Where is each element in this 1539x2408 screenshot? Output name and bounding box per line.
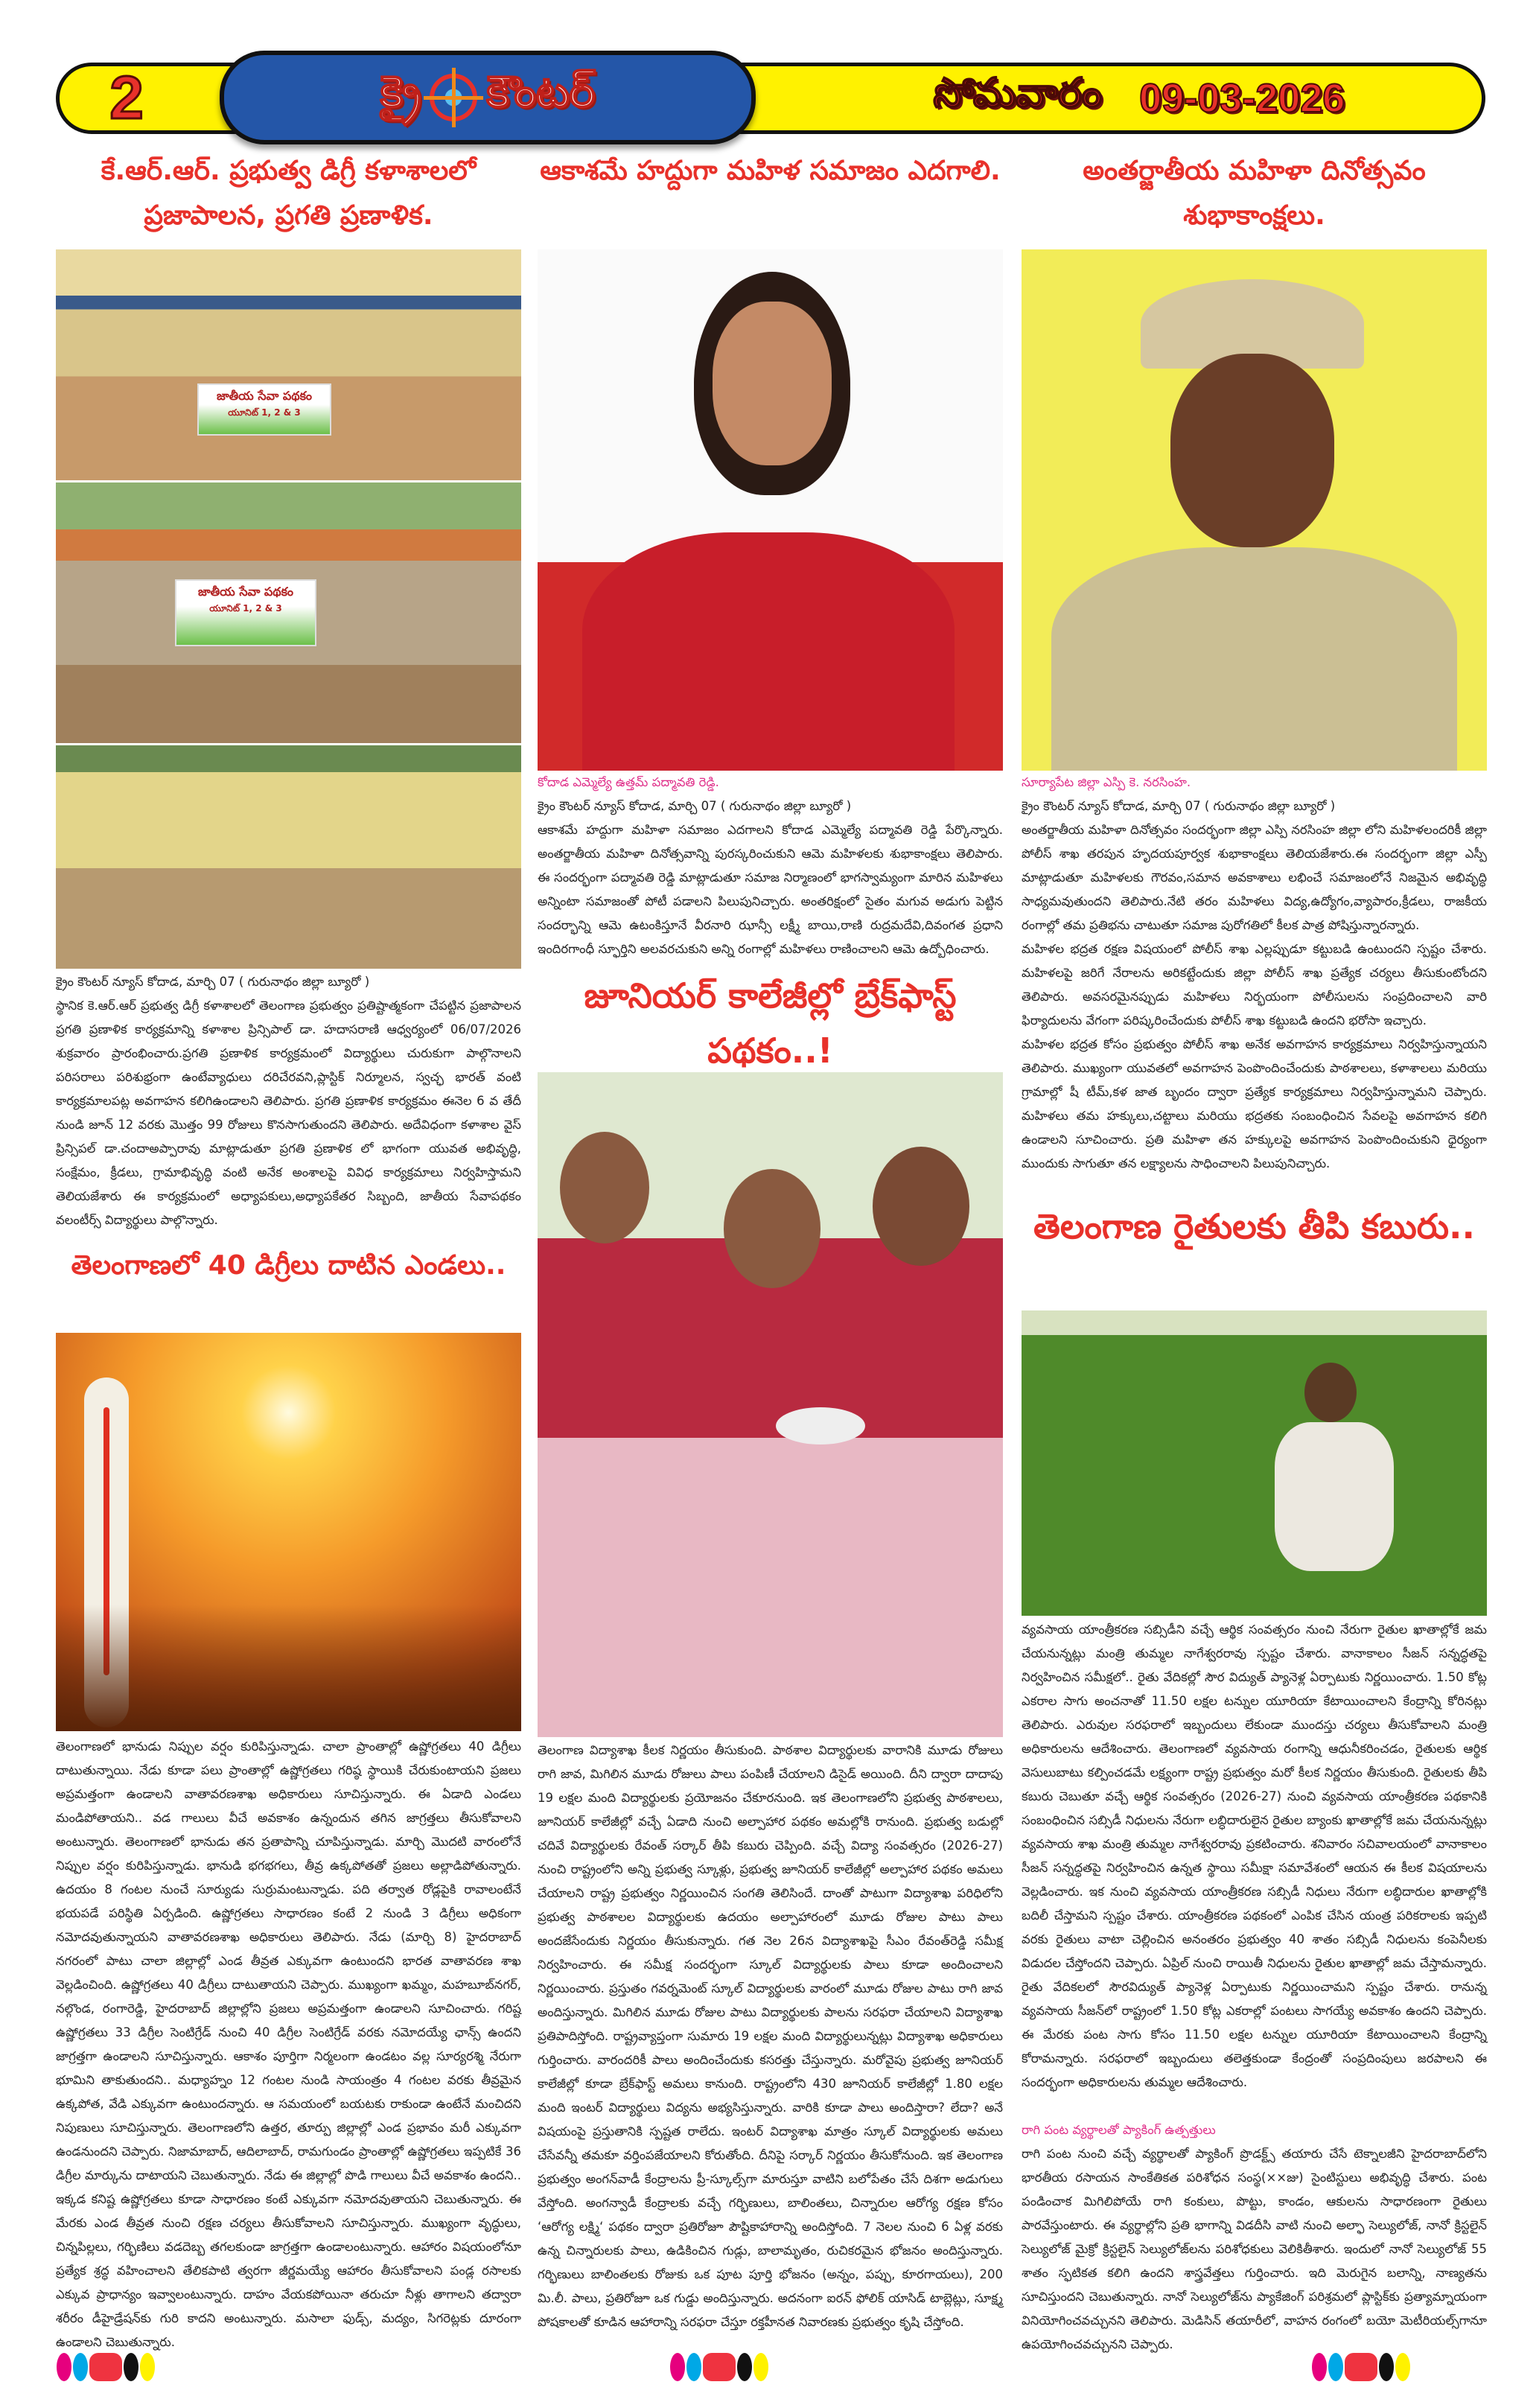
article-breakfast-body: తెలంగాణ విద్యాశాఖ కీలక నిర్ణయం తీసుకుంది. పాఠశాల విద్యార్థులకు వారానికి మూడు రోజులు రాగి జావ, మిగిలిన మూడు రోజులు పాలు పంపిణీ చేయాలని డిసైడ్ అయింది. దీని ద్వారా దాదాపు 19 లక్షల మంది విద్యార్థులకు ప్రయోజనం చేకూరనుంది. ఇక తెలంగాణలోని ప్రభుత్వ పాఠశాలలు, జూనియర్ కాలేజీల్లో వచ్చే ఏడాది నుంచి అల్పాహార పథకం అమల్లోకి రానుంది. ప్రభుత్వ బడుల్లో చదివే విద్యార్థులకు రేవంత్ సర్కార్ తీపి కబురు చెప్పింది. వచ్చే విద్యా సంవత్సరం (2026-27) నుంచి రాష్ట్రంలోని అన్ని ప్రభుత్వ స్కూళ్లు, ప్రభుత్వ జూనియర్ కాలేజీల్లో అల్పాహార పథకం అమలు చేయాలని రాష్ట్ర ప్రభుత్వం నిర్ణయించిన సంగతి తెలిసిందే. దాంతో పాటుగా విద్యాశాఖ పరిధిలోని ప్రభుత్వ పాఠశాలల విద్యార్థులకు ఉదయం అల్పాహారంలో మూడు రోజుల పాటు పాలు అందజేసేందుకు నిర్ణయం తీసుకున్నారు. గత నెల 26న విద్యాశాఖపై సీఎం రేవంత్‌రెడ్డి సమీక్ష నిర్వహించారు. ఈ సమీక్ష సందర్భంగా స్కూల్ విద్యార్థులకు పాలు కూడా అందించాలని నిర్ణయించారు. ప్రస్తుతం గవర్నమెంట్ స్కూల్ విద్యార్థులకు వారంలో మూడు రోజుల పాటు రాగి జావ అందిస్తున్నారు. మిగిలిన మూడు రోజుల పాటు విద్యార్థులకు పాలను సరఫరా చేయాలని విద్యాశాఖ ప్రతిపాదిస్తోంది. రాష్ట్రవ్యాప్తంగా సుమారు 19 లక్షల మంది విద్యార్థులున్నట్లు విద్యాశాఖ అధికారులు గుర్తించారు. వారందరికీ పాలు అందించేందుకు కసరత్తు చేస్తున్నారు. మరోవైపు ప్రభుత్వ జూనియర్ కాలేజీల్లో కూడా బ్రేక్‌ఫాస్ట్ అమలు కానుంది. రాష్ట్రంలోని 430 జూనియర్ కాలేజీల్లో 1.80 లక్షల మంది ఇంటర్ విద్యార్థులు విద్యను అభ్యసిస్తున్నారు. వారికి కూడా పాలు అందిస్తారా? లేదా? అనే విషయంపై ప్రస్తుతానికి స్పష్టత రాలేదు. ఇంటర్ విద్యాశాఖ మాత్రం స్కూల్ విద్యార్థులకు అమలు చేసేవన్నీ తమకూ వర్తింపజేయాలని కోరుతోంది. దీనిపై సర్కార్ నిర్ణయం తీసుకోనుంది. ఇక తెలంగాణ ప్రభుత్వం అంగన్‌వాడీ కేంద్రాలను ప్రీ-స్కూల్స్‌గా మారుస్తూ వాటిని బలోపేతం చేసే దిశగా అడుగులు వేస్తోంది. అంగన్వాడీ కేంద్రాలకు వచ్చే గర్భిణులు, బాలింతలు, చిన్నారుల ఆరోగ్య రక్షణ కోసం ‘ఆరోగ్య లక్ష్మి‘ పథకం ద్వారా ప్రతిరోజూ పౌష్టికాహారాన్ని అందిస్తోంది. 7 నెలల నుంచి 6 ఏళ్ల వరకు ఉన్న చిన్నారులకు పాలు, ఉడికించిన గుడ్లు, బాలామృతం, రుచికరమైన భోజనం అందిస్తున్నారు. గర్భిణులు బాలింతలకు రోజుకు ఒక పూట పూర్తి భోజనం (అన్నం, పప్పు, కూరగాయలు), 200 మి.లీ. పాలు, ప్రతిరోజూ ఒక గుడ్డు అందిస్తున్నారు. అదనంగా ఐరన్ ఫోలిక్ యాసిడ్ టాబ్లెట్లు, సూక్ష్మ పోషకాలతో కూడిన ఆహారాన్ని సరఫరా చేస్తూ రక్తహీనత నివారణకు ప్రభుత్వం కృషి చేస్తోంది.	[538, 1743, 1003, 2329]
headline-women-society: ఆకాశమే హద్దుగా మహిళ సమాజం ఎదగాలి.	[540, 156, 1001, 186]
logo-text-left: క్రై	[380, 68, 421, 116]
photo-college-group	[56, 249, 521, 480]
registration-marks	[1312, 2353, 1410, 2381]
student-face	[560, 1132, 649, 1243]
headline-heatwave: తెలంగాణలో 40 డిగ్రీలు దాటిన ఎండలు..	[71, 1250, 506, 1281]
article-subheading: రాగి పంట వ్యర్థాలతో ప్యాకింగ్ ఉత్పత్తులు	[1022, 2123, 1216, 2137]
masthead-date	[804, 66, 1474, 131]
article-dateline: క్రైం కౌంటర్ న్యూస్ కోదాడ, మార్చి 07 ( గురునాథం జిల్లా బ్యూరో )	[1022, 799, 1336, 813]
article-heatwave-body: తెలంగాణలో భానుడు నిప్పుల వర్షం కురిపిస్తున్నాడు. చాలా ప్రాంతాల్లో ఉష్ణోగ్రతలు 40 డిగ్రీలు దాటుతున్నాయి. నేడు కూడా పలు ప్రాంతాల్లో ఉష్ణోగ్రతలు గరిష్ఠ స్థాయికి చేరుకుంటాయని ప్రజలు అప్రమత్తంగా ఉండాలని వాతావరణశాఖ అధికారులు సూచిస్తున్నారు. ఈ ఏడాది ఎండలు మండిపోతాయని.. వడ గాలులు వీచే అవకాశం ఉన్నందున తగిన జాగ్రత్తలు తీసుకోవాలని అంటున్నారు. తెలంగాణలో భానుడు తన ప్రతాపాన్ని చూపిస్తున్నాడు. మార్చి మొదటి వారంలోనే నిప్పుల వర్షం కురిపిస్తున్నాడు. భానుడి భగభగలు, తీవ్ర ఉక్కపోతతో ప్రజలు అల్లాడిపోతున్నారు. ఉదయం 8 గంటల నుంచే సూర్యుడు సుర్రుమంటున్నాడు. పది తర్వాత రోడ్లపైకి రావాలంటేనే భయపడే పరిస్థితి ఏర్పడింది. ఉష్ణోగ్రతలు సాధారణం కంటే 2 నుండి 3 డిగ్రీలు అధికంగా నమోదవుతున్నాయని వాతావరణశాఖ అధికారులు తెలిపారు. నేడు (మార్చి 8) హైదరాబాద్ నగరంలో పాటు చాలా జిల్లాల్లో ఎండ తీవ్రత ఎక్కువగా ఉంటుందని భారత వాతావరణ శాఖ వెల్లడించింది. ఉష్ణోగ్రతలు 40 డిగ్రీలు దాటుతాయని చెప్పారు. ముఖ్యంగా ఖమ్మం, మహబూబ్‌నగర్, నల్గొండ, రంగారెడ్డి, హైదరాబాద్ జిల్లాల్లోని ప్రజలు అప్రమత్తంగా ఉండాలని సూచించారు. గరిష్ట ఉష్ణోగ్రతలు 33 డిగ్రీల సెంటిగ్రేడ్ నుంచి 40 డిగ్రీల సెంటిగ్రేడ్ వరకు నమోదయ్యే ఛాన్స్ ఉందని జాగ్రత్తగా ఉండాలని సూచిస్తున్నారు. ఆకాశం పూర్తిగా నిర్మలంగా ఉండటం వల్ల సూర్యరశ్మి నేరుగా భూమిని తాకుతుందని.. మధ్యాహ్నం 12 గంటల నుండి సాయంత్రం 4 గంటల వరకు తీవ్రమైన ఉక్కపోత, వేడి ఎక్కువగా ఉంటుందన్నారు. ఆ సమయంలో బయటకు రాకుండా ఉంటేనే మంచిదని నిపుణులు సూచిస్తున్నారు. తెలంగాణలోని ఉత్తర, తూర్పు జిల్లాల్లో ఎండ ప్రభావం మరీ ఎక్కువగా ఉండనుందని చెప్పారు. నిజామాబాద్, ఆదిలాబాద్, రామగుండం ప్రాంతాల్లో ఉష్ణోగ్రతలు ఇప్పటికే 36 డిగ్రీల మార్కును దాటాయని చెబుతున్నారు. నేడు ఈ జిల్లాల్లో పొడి గాలులు వీచే అవకాశం ఉందని.. ఇక్కడ కనిష్ట ఉష్ణోగ్రతలు కూడా సాధారణం కంటే ఎక్కువగా నమోదవుతాయని చెబుతున్నారు. ఈ మేరకు ఎండ తీవ్రత నుంచి రక్షణ చర్యలు తీసుకోవాలని సూచిస్తున్నారు. ముఖ్యంగా వృద్ధులు, చిన్నపిల్లలు, గర్భిణిలు వడదెబ్బ తగలకుండా జాగ్రత్తగా ఉండాలంటున్నారు. ఆహారం విషయంలోనూ ప్రత్యేక శ్రద్ధ వహించాలని తేలికపాటి త్వరగా జీర్ణమయ్యే ఆహారం తీసుకోవాలని పండ్ల రసాలకు ఎక్కువ ప్రాధాన్యం ఇవ్వాలంటున్నారు. దాహం వేయకపోయినా తరుచూ నీళ్లు తాగాలని తద్వారా శరీరం డీహైడ్రేషన్‌కు గురి కాదని అంటున్నారు. మసాలా ఫుడ్స్, మద్యం, సిగరెట్లకు దూరంగా ఉండాలని చెబుతున్నారు.	[56, 1739, 521, 2349]
photo-students-breakfast	[538, 1072, 1003, 1737]
photo-banner: జాతీయ సేవా పథకం యూనిట్ 1, 2 & 3	[197, 383, 331, 436]
photo-mla-portrait	[538, 249, 1003, 771]
article-body: వ్యవసాయ యాంత్రీకరణ సబ్సిడీని వచ్చే ఆర్థిక సంవత్సరం నుంచి నేరుగా రైతుల ఖాతాల్లోకే జమ చేయనున్నట్లు మంత్రి తుమ్మల నాగేశ్వరరావు స్పష్టం చేశారు. వానాకాలం సీజన్ సన్నద్ధతపై నిర్వహించిన సమీక్షలో.. రైతు వేదికల్లో సౌర విద్యుత్ ప్యానెళ్ల ఏర్పాటుకు నిర్ణయించారు. 1.50 కోట్ల ఎకరాల సాగు అంచనాతో 11.50 లక్షల టన్నుల యూరియా కేటాయించాలని కేంద్రాన్ని కోరినట్లు తెలిపారు. ఎరువుల సరఫరాలో ఇబ్బందులు లేకుండా ముందస్తు చర్యలు తీసుకోవాలని మంత్రి అధికారులను ఆదేశించారు. తెలంగాణలో వ్యవసాయ రంగాన్ని ఆధునీకరించడం, రైతులకు ఆర్థిక వెసులుబాటు కల్పించడమే లక్ష్యంగా రాష్ట్ర ప్రభుత్వం మరో కీలక నిర్ణయం తీసుకుంది. రైతులకు తీపి కబురు చెబుతూ వచ్చే ఆర్థిక సంవత్సరం (2026-27) నుంచి వ్యవసాయ యాంత్రీకరణ పథకానికి సంబంధించిన సబ్సిడీ నిధులను నేరుగా లబ్ధిదారులైన రైతుల బ్యాంకు ఖాతాల్లోకే జమ చేయనున్నట్లు వ్యవసాయ శాఖ మంత్రి తుమ్మల నాగేశ్వరరావు ప్రకటించారు. శనివారం సచివాలయంలో వానాకాలం సీజన్ సన్నద్ధతపై నిర్వహించిన ఉన్నత స్థాయి సమీక్షా సమావేశంలో ఆయన ఈ కీలక విషయాలను వెల్లడించారు. ఇక నుంచి వ్యవసాయ యాంత్రీకరణ సబ్సిడీ నిధులు నేరుగా లబ్ధిదారుల ఖాతాల్లోకి బదిలీ చేస్తామని స్పష్టం చేశారు. యాంత్రీకరణ పథకంలో ఎంపిక చేసిన యంత్ర పరికరాలకు ఇప్పటి వరకు రైతులు వాటా చెల్లించిన అనంతరం ప్రభుత్వం 40 శాతం సబ్సిడీ నిధులను కంపెనీలకు విడుదల చేస్తోందని చెప్పారు. ఏప్రిల్ నుంచి రాయితీ నిధులను రైతుల ఖాతాల్లో జమ చేస్తామన్నారు. రైతు వేదికలలో సౌరవిద్యుత్ ప్యానెళ్ల ఏర్పాటుకు నిర్ణయించామని స్పష్టం చేశారు. రానున్న వ్యవసాయ సీజన్‌లో రాష్ట్రంలో 1.50 కోట్ల ఎకరాల్లో పంటలు సాగయ్యే అవకాశం ఉందని చెప్పారు. ఈ మేరకు పంట సాగు కోసం 11.50 లక్షల టన్నుల యూరియా కేటాయించాలని కేంద్రాన్ని కోరామన్నారు. సరఫరాలో ఇబ్బందులు తలెత్తకుండా కేంద్రంతో సంప్రదింపులు జరపాలని ఈ సందర్భంగా అధికారులను తుమ్మల ఆదేశించారు.	[1022, 1622, 1487, 2089]
headline-womens-day: అంతర్జాతీయ మహిళా దినోత్సవం శుభాకాంక్షలు.	[1083, 156, 1426, 231]
portrait-face	[713, 302, 832, 465]
registration-marks	[57, 2353, 155, 2381]
photo-sun-thermometer	[56, 1333, 521, 1731]
food-plate	[776, 1407, 865, 1445]
student-face	[873, 1147, 969, 1266]
portrait-saree	[582, 532, 955, 771]
photo-caption: కోదాడ ఎమ్మెల్యే ఉత్తమ్ పద్మావతి రెడ్డి.	[538, 775, 719, 789]
photo-sp-portrait	[1022, 249, 1487, 771]
registration-marks	[670, 2353, 768, 2381]
article-womens-day	[1022, 771, 1487, 1176]
article-body: రాగి పంట నుంచి వచ్చే వ్యర్థాలతో ప్యాకింగ్ ప్రొడక్ట్స్ తయారు చేసే టెక్నాలజీని హైదరాబాద్‌లోని భారతీయ రసాయన సాంకేతికత పరిశోధన సంస్థ(××జు) సైంటిస్టులు అభివృద్ధి చేశారు. పంట పండించాక మిగిలిపోయే రాగి కంకులు, పొట్టు, కాండం, ఆకులను సాధారణంగా రైతులు పారవేస్తుంటారు. ఈ వ్యర్థాల్లోని ప్రతి భాగాన్ని విడదీసి వాటి నుంచి అల్ఫా సెల్యులోజ్, నానో క్రిస్టలైన్ సెల్యులోజ్ మైక్రో క్రిస్టలైన్ సెల్యులోజ్‌లను పరిశోధకులు వెలికితీశారు. ఇందులో నానో సెల్యులోజ్ 55 శాతం స్ఫటికత కలిగి ఉందని శాస్త్రవేత్తలు గుర్తించారు. ఇది మెరుగైన బలాన్ని, నాణ్యతను సూచిస్తుందని చెబుతున్నారు. నానో సెల్యులోజ్‌ను ప్యాకేజింగ్ పరిశ్రమలో ప్లాస్టిక్‌కు ప్రత్యామ్నాయంగా వినియోగించవచ్చునని తెలిపారు. మెడిసిన్ తయారీలో, వాహన రంగంలో బయో మెటీరియల్స్‌గానూ ఉపయోగించవచ్చునని చెప్పారు.	[1022, 2147, 1487, 2351]
crosshair-icon	[430, 74, 477, 121]
portrait-face	[1170, 354, 1334, 547]
police-uniform	[1051, 547, 1457, 771]
article-krr-college	[56, 970, 521, 1232]
article-dateline: క్రైం కౌంటర్ న్యూస్ కోదాడ, మార్చి 07 ( గురునాథం జిల్లా బ్యూరో )	[538, 799, 852, 813]
photo-caption: సూర్యాపేట జిల్లా ఎస్పి కె. నరసింహ.	[1022, 775, 1191, 789]
photo-banner: జాతీయ సేవా పథకం యూనిట్ 1, 2 & 3	[175, 579, 316, 646]
headline-breakfast-scheme: జూనియర్ కాలేజీల్లో బ్రేక్‌ఫాస్ట్ పథకం..!	[584, 975, 957, 1071]
logo-text-right: కౌంటర్	[486, 68, 596, 116]
photo-farmer-field	[1022, 1310, 1487, 1616]
article-farmers-news	[1022, 1618, 1487, 2357]
farmer-face	[1304, 1363, 1357, 1422]
article-dateline: క్రైం కౌంటర్ న్యూస్ కోదాడ, మార్చి 07 ( గురునాథం జిల్లా బ్యూరో )	[56, 975, 370, 989]
weekday: సోమవారం	[933, 71, 1103, 115]
article-paragraph: మహిళల భద్రత కోసం ప్రభుత్వం పోలీస్ శాఖ అనేక అవగాహన కార్యక్రమాలు నిర్వహిస్తున్నాయని తెలిపారు. ముఖ్యంగా యువతలో అవగాహన పెంపొందించేందుకు పాఠశాలలు, కళాశాలలు మరియు గ్రామాల్లో షీ టీమ్,కళ జాత బృందం ద్వారా ప్రత్యేక కార్యక్రమాలు నిర్వహిస్తున్నామని చెప్పారు. మహిళలు తమ హక్కులు,చట్టాలు మరియు భద్రతకు సంబంధించిన సేవలపై అవగాహన కలిగి ఉండాలని సూచించారు. ప్రతి మహిళా తన హక్కులపై అవగాహన పెంపొందించుకుని ధైర్యంగా ముందుకు సాగుతూ తన లక్ష్యాలను సాధించాలని పిలుపునిచ్చారు.	[1022, 1037, 1487, 1170]
article-women-society	[538, 771, 1003, 961]
student-face	[724, 1169, 821, 1288]
headline-krr-college: కే.ఆర్.ఆర్. ప్రభుత్వ డిగ్రీ కళాశాలలో ప్రజాపాలన, ప్రగతి ప్రణాళిక.	[101, 156, 477, 231]
article-body: ఆకాశమే హద్దుగా మహిళా సమాజం ఎదగాలని కోదాడ ఎమ్మెల్యే పద్మావతి రెడ్డి పేర్కొన్నారు. అంతర్జాతీయ మహిళా దినోత్సవాన్ని పురస్కరించుకుని ఆమె మహిళలకు శుభాకాంక్షలు తెలిపారు. ఈ సందర్భంగా పద్మావతి రెడ్డి మాట్లాడుతూ సమాజ నిర్మాణంలో భాగస్వామ్యంగా మారిన మహిళలు అన్నింటా సమాజంతో పోటీ పడాలని పిలుపునిచ్చారు. అంతరిక్షంలో సైతం మగువ అడుగు పెట్టిన సందర్భాన్ని ఆమె ఉటంకిస్తూనే వీరనారి ఝాన్సీ లక్ష్మీ బాయి,రాణి రుద్రమదేవి,దివంగత ప్రధాని ఇందిరగాంధీ స్ఫూర్తిని అలవరచుకుని అన్ని రంగాల్లో మహిళలు రాణించాలని ఆమె ఉద్బోధించారు.	[538, 823, 1003, 956]
article-body: స్థానిక కె.ఆర్.ఆర్ ప్రభుత్వ డిగ్రీ కళాశాలలో తెలంగాణ ప్రభుత్వం ప్రతిష్టాత్మకంగా చేపట్టిన ప్రజాపాలన ప్రగతి ప్రణాళిక కార్యక్రమాన్ని కళాశాల ప్రిన్సిపాల్ డా. హదాసరాణి ఆధ్వర్యంలో 06/07/2026 శుక్రవారం ప్రారంభించారు.ప్రగతి ప్రణాళిక కార్యక్రమంలో విద్యార్థులు చురుకుగా పాల్గొనాలని పరిసరాలు పరిశుభ్రంగా ఉంటేవ్యాధులు దరిచేరవని,ప్లాస్టిక్ నిర్మూలన, స్వచ్ఛ భారత్ వంటి కార్యక్రమాలపట్ల అవగాహన కలిగిఉండాలని తెలిపారు. ప్రగతి ప్రణాళిక కార్యక్రమం ఈనెల 6 వ తేదీ నుండి జూన్ 12 వరకు మొత్తం 99 రోజులు కొనసాగుతుందని తెలిపారు. అదేవిధంగా కళాశాల వైస్ ప్రిన్సిపల్ డా.చందాఅప్పారావు మాట్లాడుతూ ప్రగతి ప్రణాళిక లో భాగంగా యువత అభివృద్ధి, సంక్షేమం, క్రీడలు, గ్రామాభివృద్ధి వంటి అనేక అంశాలపై వివిధ కార్యక్రమాలు నిర్వహిస్తామని తెలియజేశారు ఈ కార్యక్రమంలో అధ్యాపకులు,అధ్యాపకేతర సిబ్బంది, జాతీయ సేవాపథకం వలంటీర్స్ విద్యార్థులు పాల్గొన్నారు.	[56, 998, 521, 1227]
farmer-shirt	[1275, 1422, 1394, 1571]
photo-nss-rally	[56, 482, 521, 743]
headline-farmers-news: తెలంగాణ రైతులకు తీపి కబురు..	[1033, 1206, 1475, 1246]
photo-students-cleaning	[56, 745, 521, 969]
city-skyline	[56, 1605, 521, 1731]
page-number: 2	[109, 64, 144, 132]
article-paragraph: మహిళల భద్రత రక్షణ విషయంలో పోలీస్ శాఖ ఎల్లప్పుడూ కట్టుబడి ఉంటుందని స్పష్టం చేశారు. మహిళలపై జరిగే నేరాలను అరికట్టేందుకు జిల్లా పోలీస్ శాఖ ప్రత్యేక చర్యలు తీసుకుంటోందని తెలిపారు. అవసరమైనప్పుడు మహిళలు నిర్భయంగా పోలీసులను సంప్రదించాలని వారి ఫిర్యాదులను వేగంగా పరిష్కరించేందుకు పోలీస్ శాఖ కట్టుబడి ఉందని భరోసా ఇచ్చారు.	[1022, 942, 1487, 1028]
newspaper-logo	[220, 51, 756, 144]
issue-date: 09-03-2026	[1139, 76, 1345, 121]
article-paragraph: అంతర్జాతీయ మహిళా దినోత్సవం సందర్భంగా జిల్లా ఎస్పి నరసింహ జిల్లా లోని మహిళలందరికీ జిల్లా పోలీస్ శాఖ తరపున హృదయపూర్వక శుభాకాంక్షలు తెలియజేశారు.ఈ సందర్భంగా జిల్లా ఎస్పీ మాట్లాడుతూ మహిళలకు గౌరవం,సమాన అవకాశాలు లభించే సమాజంలోనే నిజమైన అభివృద్ధి సాధ్యమవుతుందని తెలిపారు.నేటి తరం మహిళలు విద్య,ఉద్యోగం,వ్యాపారం,క్రీడలు, రాజకీయ రంగాల్లో తమ ప్రతిభను చాటుతూ సమాజ పురోగతిలో కీలక పాత్ర పోషిస్తున్నారన్నారు.	[1022, 823, 1487, 932]
